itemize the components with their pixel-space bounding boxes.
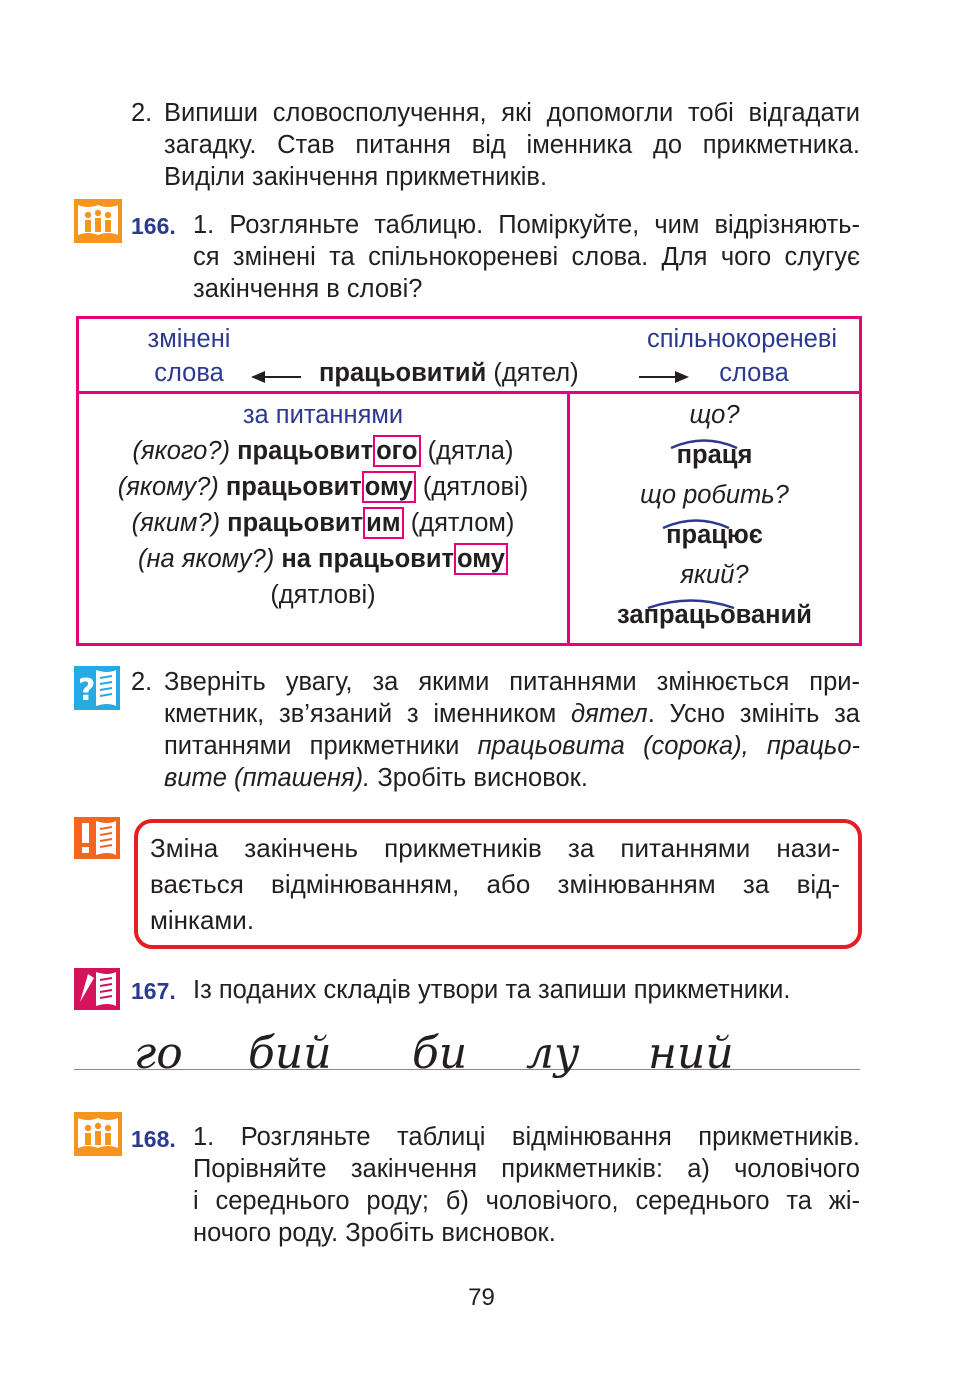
syllable: го xyxy=(134,1028,183,1079)
syllable: лу xyxy=(526,1028,580,1079)
table-row: (на якому?) на працьовит ому xyxy=(79,545,567,574)
right-q-1: що? xyxy=(689,401,740,429)
right-q-3: який? xyxy=(680,561,749,589)
changed-words-header-1: змінені xyxy=(147,325,231,353)
root-arc xyxy=(661,517,731,529)
group-work-icon xyxy=(74,199,122,243)
cognate-words-header-2: слова xyxy=(719,359,789,387)
page-number: 79 xyxy=(468,1284,495,1311)
exercise-167-number: 167. xyxy=(131,978,176,1004)
exercise-168-number: 168. xyxy=(131,1126,176,1152)
left-arrow-head xyxy=(251,371,265,383)
ex168-line-2: Порівняйте закінчення прикметників: а) чоловічого xyxy=(193,1155,860,1183)
changed-words-header-2: слова xyxy=(154,359,224,387)
ex166-task-2-line-3: питаннями прикметники працьовита (сорока), працьо- xyxy=(164,732,860,760)
rule-box xyxy=(134,819,862,949)
left-arrow xyxy=(259,376,301,378)
right-q-2: що робить? xyxy=(640,481,789,509)
group-work-icon xyxy=(74,1112,122,1156)
ex168-line-1: 1. Розгляньте таблиці відмінювання прикметників. xyxy=(193,1123,860,1151)
syllable: би xyxy=(412,1028,468,1079)
attention-icon xyxy=(74,817,120,859)
right-word-2: працює xyxy=(666,521,763,549)
task-2-line-2: загадку. Став питання від іменника до прикметника. xyxy=(164,131,860,159)
ex166-line-3: закінчення в слові? xyxy=(193,275,423,303)
table-row: (яким?) працьовит им (дятлом) xyxy=(131,509,515,537)
ex168-line-3: і середнього роду; б) чоловічого, середнього та жі- xyxy=(193,1187,860,1215)
ex166-task-2-line-1: Зверніть увагу, за якими питаннями змінюється при- xyxy=(164,668,860,696)
ex166-task-2-number: 2. xyxy=(131,668,153,696)
cognate-words-header-1: спільнокореневі xyxy=(646,325,838,353)
question-icon xyxy=(74,666,120,710)
ex166-task-2-line-4: вите (пташеня). Зробіть висновок. xyxy=(164,764,588,792)
syllable: бий xyxy=(248,1028,332,1079)
exercise-166-number: 166. xyxy=(131,213,176,239)
ex166-line-2: ся змінені та спільнокореневі слова. Для чого слугує xyxy=(193,243,860,271)
rule-line-3: мінками. xyxy=(150,905,255,935)
writing-icon xyxy=(74,968,120,1010)
right-arrow xyxy=(639,376,677,378)
root-arc xyxy=(669,437,739,449)
ex168-line-4: ночого роду. Зробіть висновок. xyxy=(193,1219,556,1247)
table-row: (якому?) працьовит ому (дятлові) xyxy=(117,473,529,501)
rule-line-1: Зміна закінчень прикметників за питаннями нази- xyxy=(150,833,840,863)
ex166-task-2-line-2: кметник, зв’язаний з іменником дятел. Усно змініть за xyxy=(164,700,860,728)
ex167-text: Із поданих складів утвори та запиши прикметники. xyxy=(193,976,791,1004)
task-2-line-1: Випиши словосполучення, які допомогли тобі відгадати xyxy=(164,99,860,127)
task-2-number: 2. xyxy=(131,99,153,127)
task-2-line-3: Виділи закінчення прикметників. xyxy=(164,163,548,191)
ex166-line-1: 1. Розгляньте таблицю. Поміркуйте, чим відрізняють- xyxy=(193,211,860,239)
center-word: працьовитий (дятел) xyxy=(319,359,579,387)
right-word-3: запрацьований xyxy=(617,601,812,629)
syllable: ний xyxy=(648,1028,734,1079)
by-questions-title: за питаннями xyxy=(242,401,404,429)
right-word-1: праця xyxy=(676,441,753,469)
right-arrow-head xyxy=(675,371,689,383)
svg-text:?: ? xyxy=(78,673,96,708)
word-forms-table xyxy=(76,316,862,646)
root-arc xyxy=(646,597,736,609)
rule-line-2: вається відмінюванням, або змінюванням за від- xyxy=(150,869,840,899)
table-row: (якого?) працьовит ого (дятла) xyxy=(132,437,514,465)
table-row-last-noun: (дятлові) xyxy=(270,581,376,609)
